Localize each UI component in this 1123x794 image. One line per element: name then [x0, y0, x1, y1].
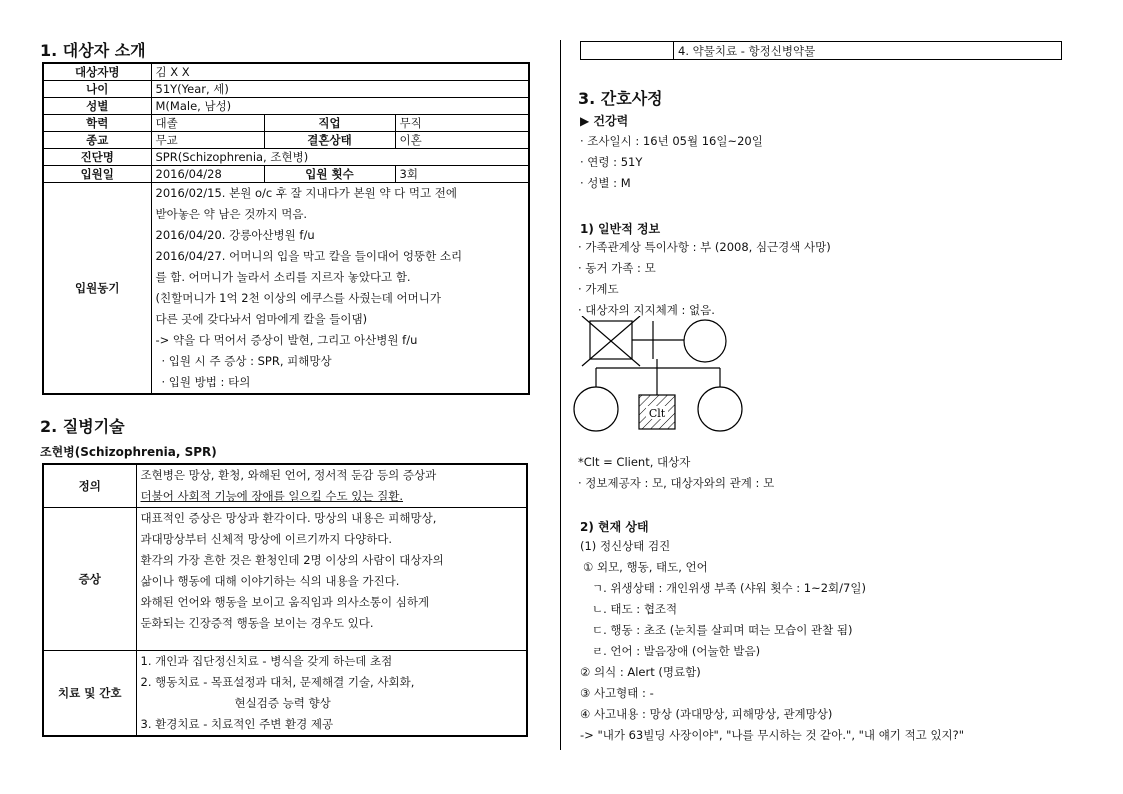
- sibling-circle: [574, 387, 618, 431]
- edu-label: 학력: [43, 115, 151, 132]
- religion-value: 무교: [151, 132, 264, 149]
- treatment-text: [136, 651, 527, 737]
- treatment-line: 3. 환경치료 - 치료적인 주변 환경 제공: [140, 717, 334, 731]
- diag-value: SPR(Schizophrenia, 조현병): [151, 149, 529, 166]
- status-item: ② 의식 : Alert (명료함): [580, 665, 701, 679]
- treatment-line: 2. 행동치료 - 목표설정과 대처, 문제해결 기술, 사회화,: [140, 675, 415, 689]
- motive-line: 2016/04/20. 강릉아산병원 f/u: [155, 228, 315, 242]
- status-item: ③ 사고형태 : -: [580, 686, 654, 700]
- religion-label: 종교: [43, 132, 151, 149]
- general-item: · 가족관계상 특이사항 : 부 (2008, 심근경색 사망): [578, 240, 831, 254]
- status-item: ④ 사고내용 : 망상 (과대망상, 피해망상, 관계망상): [580, 707, 833, 721]
- marriage-value: 이혼: [395, 132, 529, 149]
- motive-text: [151, 183, 529, 395]
- motive-line: 2016/02/15. 본원 o/c 후 잘 지내다가 본원 약 다 먹고 전에: [155, 186, 457, 200]
- current-status-list: [580, 536, 964, 746]
- client-label: Clt: [648, 407, 666, 420]
- symptom-line: 대표적인 증상은 망상과 환각이다. 망상의 내용은 피해망상,: [140, 511, 437, 525]
- status-item: ㄷ. 행동 : 초조 (눈치를 살피며 떠는 모습이 관찰 됨): [592, 623, 853, 637]
- job-label: 직업: [264, 115, 395, 132]
- sex-value: M(Male, 남성): [151, 98, 529, 115]
- age-label: 나이: [43, 81, 151, 98]
- health-item: · 성별 : M: [580, 176, 631, 190]
- general-item: · 가계도: [578, 282, 619, 296]
- definition-line: 더불어 사회적 기능에 장애를 일으킬 수도 있는 질환.: [140, 489, 404, 503]
- motive-line: -> 약을 다 먹어서 증상이 발현, 그리고 아산병원 f/u: [155, 333, 418, 347]
- job-value: 무직: [395, 115, 529, 132]
- treatment-line: 현실검증 능력 향상: [234, 696, 331, 710]
- informant-text: · 정보제공자 : 모, 대상자와의 관계 : 모: [578, 476, 775, 490]
- client-note: *Clt = Client, 대상자: [578, 455, 691, 469]
- motive-line: (친할머니가 1억 2천 이상의 에쿠스를 사줬는데 어머니가: [155, 291, 441, 305]
- health-item: · 조사일시 : 16년 05월 16일~20일: [580, 134, 763, 148]
- motive-line: 2016/04/27. 어머니의 입을 막고 칼을 들이대어 엉뚱한 소리: [155, 249, 463, 263]
- symptom-line: 삶이나 행동에 대해 이야기하는 식의 내용을 가진다.: [140, 574, 400, 588]
- column-divider: [560, 40, 561, 750]
- patient-info-table: [42, 62, 530, 395]
- section1-title: 1. 대상자 소개: [40, 41, 146, 60]
- count-label: 입원 횟수: [264, 166, 395, 183]
- motive-line: 를 함. 어머니가 놀라서 소리를 지르자 놓았다고 함.: [155, 270, 411, 284]
- admit-value: 2016/04/28: [151, 166, 264, 183]
- status-item: ㄹ. 언어 : 발음장애 (어눌한 발음): [592, 644, 761, 658]
- sibling-circle: [698, 387, 742, 431]
- status-item: (1) 정신상태 검진: [580, 539, 671, 553]
- count-value: 3회: [395, 166, 529, 183]
- age-value: 51Y(Year, 세): [151, 81, 529, 98]
- general-item: · 대상자의 지지체계 : 없음.: [578, 303, 715, 317]
- section3-title: 3. 간호사정: [578, 89, 663, 108]
- symptom-line: 와해된 언어와 행동을 보이고 움직임과 의사소통이 심하게: [140, 595, 430, 609]
- status-item: ① 외모, 행동, 태도, 언어: [583, 560, 708, 574]
- treatment-line: 1. 개인과 집단정신치료 - 병식을 갖게 하는데 초점: [140, 654, 393, 668]
- current-status-title: 2) 현재 상태: [580, 520, 649, 534]
- symptom-text: [136, 508, 527, 651]
- name-label: 대상자명: [43, 63, 151, 81]
- marriage-line: [632, 321, 684, 359]
- diag-label: 진단명: [43, 149, 151, 166]
- status-item: -> "내가 63빌딩 사장이야", "나를 무시하는 것 같아.", "내 얘기 적고 있지?": [580, 728, 965, 742]
- treatment-label: 치료 및 간호: [43, 651, 136, 737]
- sibship-line: [596, 359, 720, 395]
- definition-text: [136, 464, 527, 508]
- motive-label: 입원동기: [43, 183, 151, 395]
- marriage-label: 결혼상태: [264, 132, 395, 149]
- motive-line: · 입원 방법 : 타의: [161, 375, 251, 389]
- motive-line: 받아놓은 약 남은 것까지 먹음.: [155, 207, 308, 221]
- symptom-line: 환각의 가장 흔한 것은 환청인데 2명 이상의 사람이 대상자의: [140, 553, 444, 567]
- continuation-empty-cell: [581, 42, 674, 60]
- general-info-title: 1) 일반적 정보: [580, 222, 661, 236]
- symptom-line: 둔화되는 긴장증적 행동을 보이는 경우도 있다.: [140, 616, 374, 630]
- motive-line: · 입원 시 주 증상 : SPR, 피해망상: [161, 354, 332, 368]
- mother-circle: [684, 320, 726, 362]
- health-item: · 연령 : 51Y: [580, 155, 643, 169]
- edu-value: 대졸: [151, 115, 264, 132]
- continuation-line: 4. 약물치료 - 항정신병약물: [674, 42, 1062, 60]
- status-item: ㄱ. 위생상태 : 개인위생 부족 (샤워 횟수 : 1~2회/7일): [592, 581, 866, 595]
- symptom-line: 과대망상부터 신체적 망상에 이르기까지 다양하다.: [140, 532, 393, 546]
- health-history-title: ▶ 건강력: [580, 114, 629, 128]
- genogram: [568, 316, 748, 436]
- father-deceased-square: [582, 316, 640, 366]
- admit-label: 입원일: [43, 166, 151, 183]
- general-info-list: [578, 237, 831, 321]
- symptom-label: 증상: [43, 508, 136, 651]
- disease-subtitle: 조현병(Schizophrenia, SPR): [40, 445, 217, 459]
- health-history-list: [580, 131, 763, 194]
- treatment-continuation-table: [580, 41, 1062, 60]
- general-item: · 동거 가족 : 모: [578, 261, 656, 275]
- disease-table: [42, 463, 528, 737]
- definition-line: 조현병은 망상, 환청, 와해된 언어, 정서적 둔감 등의 증상과: [140, 468, 437, 482]
- name-value: 김 X X: [151, 63, 529, 81]
- motive-line: 다른 곳에 갖다놔서 엄마에게 칼을 들이댐): [155, 312, 368, 326]
- sex-label: 성별: [43, 98, 151, 115]
- definition-label: 정의: [43, 464, 136, 508]
- section2-title: 2. 질병기술: [40, 417, 125, 436]
- status-item: ㄴ. 태도 : 협조적: [592, 602, 678, 616]
